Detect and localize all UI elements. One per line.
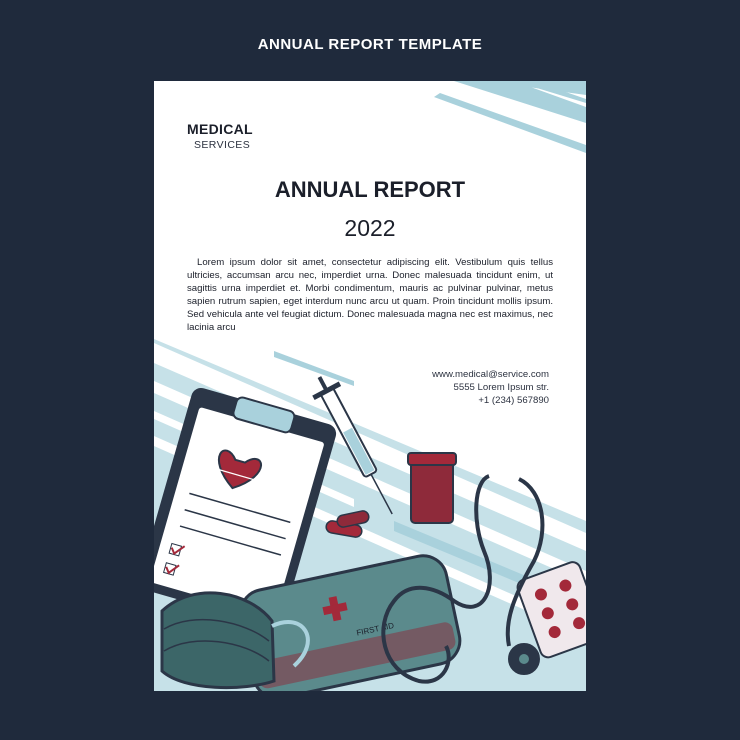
contact-address: 5555 Lorem Ipsum str. [453,382,549,393]
brand-subtitle: SERVICES [194,139,251,151]
banner-title: ANNUAL REPORT TEMPLATE [257,36,483,53]
first-aid-label: FIRST AID [355,620,395,638]
contact-phone: +1 (234) 567890 [478,395,549,406]
pill-bottle [408,453,456,523]
report-year: 2022 [344,215,396,241]
body-paragraph: Lorem ipsum dolor sit amet, consectetur adipiscing elit. Vestibulum quis tellus ultricies, accumsan arcu nec, imperdiet urna. Donec malesuada tincidunt enim, ut sagittis urna imperdiet et. Morbi condimentum, mauris ac pulvinar pulvinar, metus sapien rutrum sapien, eget interdum nunc arcu ut quam. Proin tincidunt mollis ipsum. Sed vehicula ante vel feugiat dictum. Donec malesuada magna nec est maximus, nec lacinia arcu [187,257,553,333]
contact-block [432,368,549,407]
brand-name: MEDICAL [187,121,253,137]
contact-email: www.medical@service.com [432,369,549,380]
top-stripes [434,81,586,153]
report-page [154,81,586,691]
report-title: ANNUAL REPORT [274,177,466,202]
